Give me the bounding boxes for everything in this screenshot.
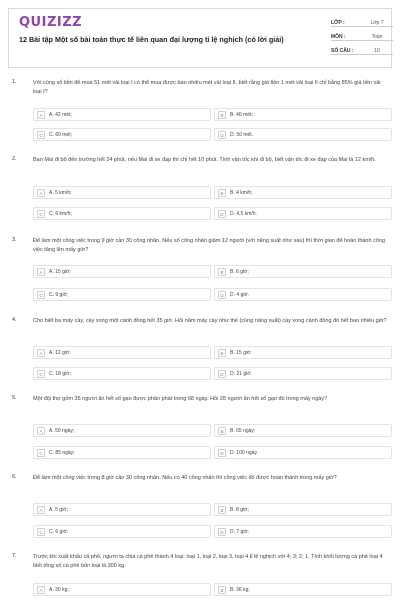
option-a[interactable] (33, 346, 211, 359)
option-a[interactable] (33, 583, 211, 596)
option-d[interactable] (214, 288, 392, 301)
meta-key: LỚP : (331, 20, 345, 26)
option-d[interactable] (214, 525, 392, 538)
option-label: A. 15 giờ; (49, 269, 71, 275)
option-d[interactable] (214, 367, 392, 380)
option-label: D. 4 giờ. (230, 292, 250, 298)
meta-value: 10 (374, 48, 380, 54)
option-label: D. 100 ngày. (230, 450, 258, 456)
option-c[interactable] (33, 446, 211, 459)
question-number: 6. (12, 474, 17, 480)
option-d[interactable] (214, 207, 392, 220)
meta-key: MÔN : (331, 34, 346, 40)
option-label: B. 8 giờ; (230, 507, 249, 513)
option-letter-box: D (218, 210, 226, 218)
question-3 (12, 237, 390, 303)
option-letter-box: D (218, 291, 226, 299)
question-4 (12, 317, 390, 383)
option-label: D. 50 mét. (230, 132, 254, 138)
question-1 (12, 79, 390, 141)
option-c[interactable] (33, 525, 211, 538)
document-title: 12 Bài tập Một số bài toán thực tế liên quan đại lượng tỉ lệ nghịch (có lời giải) (19, 35, 284, 44)
meta-value: Lớp 7 (370, 20, 384, 26)
option-b[interactable] (214, 583, 392, 596)
option-letter-box: B (218, 111, 226, 119)
meta-table (331, 9, 393, 55)
option-letter-box: A (37, 189, 45, 197)
option-label: B. 36 kg; (230, 587, 250, 593)
option-letter-box: D (218, 449, 226, 457)
option-letter-box: C (37, 528, 45, 536)
option-label: B. 15 giờ; (230, 350, 252, 356)
option-b[interactable] (214, 503, 392, 516)
option-letter-box: B (218, 189, 226, 197)
option-c[interactable] (33, 207, 211, 220)
option-letter-box: D (218, 528, 226, 536)
option-a[interactable] (33, 503, 211, 516)
option-label: B. 65 ngày; (230, 428, 256, 434)
question-number: 1. (12, 79, 17, 85)
option-letter-box: C (37, 291, 45, 299)
option-c[interactable] (33, 128, 211, 141)
option-label: D. 4,5 km/h. (230, 211, 257, 217)
option-label: C. 85 ngày; (49, 450, 75, 456)
meta-row-grade (331, 9, 393, 27)
option-letter-box: C (37, 370, 45, 378)
meta-row-subject (331, 27, 393, 41)
question-text: Bạn Mai đi bộ đến trường hết 24 phút, nếu Mai đi xe đạp thì chỉ hết 10 phút. Tính vận tốc khi đi bộ, biết vận tốc đi xe đạp của Mai là 12 km/h. (33, 157, 376, 163)
question-5 (12, 395, 390, 461)
question-6 (12, 474, 390, 540)
option-d[interactable] (214, 128, 392, 141)
option-c[interactable] (33, 367, 211, 380)
option-label: B. 4 km/h; (230, 190, 253, 196)
quizizz-logo: QUIZIZZ (19, 15, 83, 30)
option-label: B. 6 giờ; (230, 269, 249, 275)
option-b[interactable] (214, 424, 392, 437)
question-text: Với cùng số tiền để mua 51 mét vải loại I có thể mua được bao nhiêu mét vải loại II, biết rằng giá tiền 1 mét vải loại II chỉ bằng 85% giá tiền vải loại I? (33, 80, 381, 95)
option-letter-box: A (37, 111, 45, 119)
option-letter-box: A (37, 349, 45, 357)
option-label: A. 30 kg; (49, 587, 69, 593)
option-letter-box: B (218, 506, 226, 514)
option-letter-box: B (218, 427, 226, 435)
question-text: Trước khi xuất khẩu cà phê, người ta chia cà phê thành 4 loại: loại 1, loại 2, loại 3, loại 4 tỉ lệ nghịch với 4; 3; 2; 1. Tính khối lượng cà phê loại 4 biết tổng số cà phê bốn loại là 300 kg. (33, 554, 383, 569)
meta-key: SỐ CÂU : (331, 48, 354, 54)
option-letter-box: B (218, 349, 226, 357)
option-letter-box: C (37, 449, 45, 457)
option-letter-box: A (37, 268, 45, 276)
option-letter-box: C (37, 131, 45, 139)
question-7 (12, 553, 390, 600)
option-label: B. 40 mét; (230, 112, 253, 118)
question-2 (12, 156, 390, 222)
option-label: D. 7 giờ. (230, 529, 250, 535)
option-c[interactable] (33, 288, 211, 301)
question-text: Để làm một công việc trong 8 giờ cần 30 công nhân. Nếu có 40 công nhân thì công việc đó được hoàn thành trong mấy giờ? (33, 475, 337, 481)
option-b[interactable] (214, 265, 392, 278)
option-letter-box: C (37, 210, 45, 218)
question-number: 2. (12, 156, 17, 162)
option-letter-box: B (218, 268, 226, 276)
option-label: A. 5 giờ; (49, 507, 68, 513)
option-label: C. 18 giờ; (49, 371, 71, 377)
meta-row-count (331, 41, 393, 55)
question-number: 3. (12, 237, 17, 243)
question-number: 7. (12, 553, 17, 559)
option-label: C. 6 km/h; (49, 211, 72, 217)
option-label: C. 9 giờ; (49, 292, 69, 298)
option-b[interactable] (214, 186, 392, 199)
option-a[interactable] (33, 108, 211, 121)
option-d[interactable] (214, 446, 392, 459)
option-label: C. 6 giờ; (49, 529, 69, 535)
option-a[interactable] (33, 186, 211, 199)
option-letter-box: D (218, 131, 226, 139)
option-letter-box: A (37, 427, 45, 435)
option-letter-box: A (37, 506, 45, 514)
option-label: D. 21 giờ. (230, 371, 252, 377)
option-label: A. 50 ngày; (49, 428, 75, 434)
option-a[interactable] (33, 424, 211, 437)
question-number: 4. (12, 317, 17, 323)
option-label: A. 12 giờ; (49, 350, 71, 356)
question-text: Để làm một công việc trong 9 giờ cần 30 công nhân. Nếu số công nhân giảm 12 người (với năng suất như sau) thì thời gian để hoàn thành công việc tăng lên mấy giờ? (33, 238, 386, 253)
question-text: Cho biết ba máy cày, cày xong một cánh đồng hết 35 giờ. Hỏi năm máy cày như thế (cùng năng suất) cày xong cánh đồng đó hết bao nhiêu giờ? (33, 318, 387, 324)
document-header (8, 8, 392, 68)
option-label: C. 60 mét; (49, 132, 73, 138)
option-letter-box: A (37, 586, 45, 594)
option-label: A. 5 km/h; (49, 190, 72, 196)
option-letter-box: B (218, 586, 226, 594)
option-a[interactable] (33, 265, 211, 278)
option-letter-box: D (218, 370, 226, 378)
option-b[interactable] (214, 108, 392, 121)
option-label: A. 42 mét; (49, 112, 72, 118)
question-text: Một đội thợ gồm 35 người ăn hết số gạo được phân phát trong 68 ngày. Hỏi 28 người ăn hết số gạo đó trong mấy ngày? (33, 396, 328, 402)
meta-value: Toán (371, 34, 383, 40)
option-b[interactable] (214, 346, 392, 359)
question-number: 5. (12, 395, 17, 401)
